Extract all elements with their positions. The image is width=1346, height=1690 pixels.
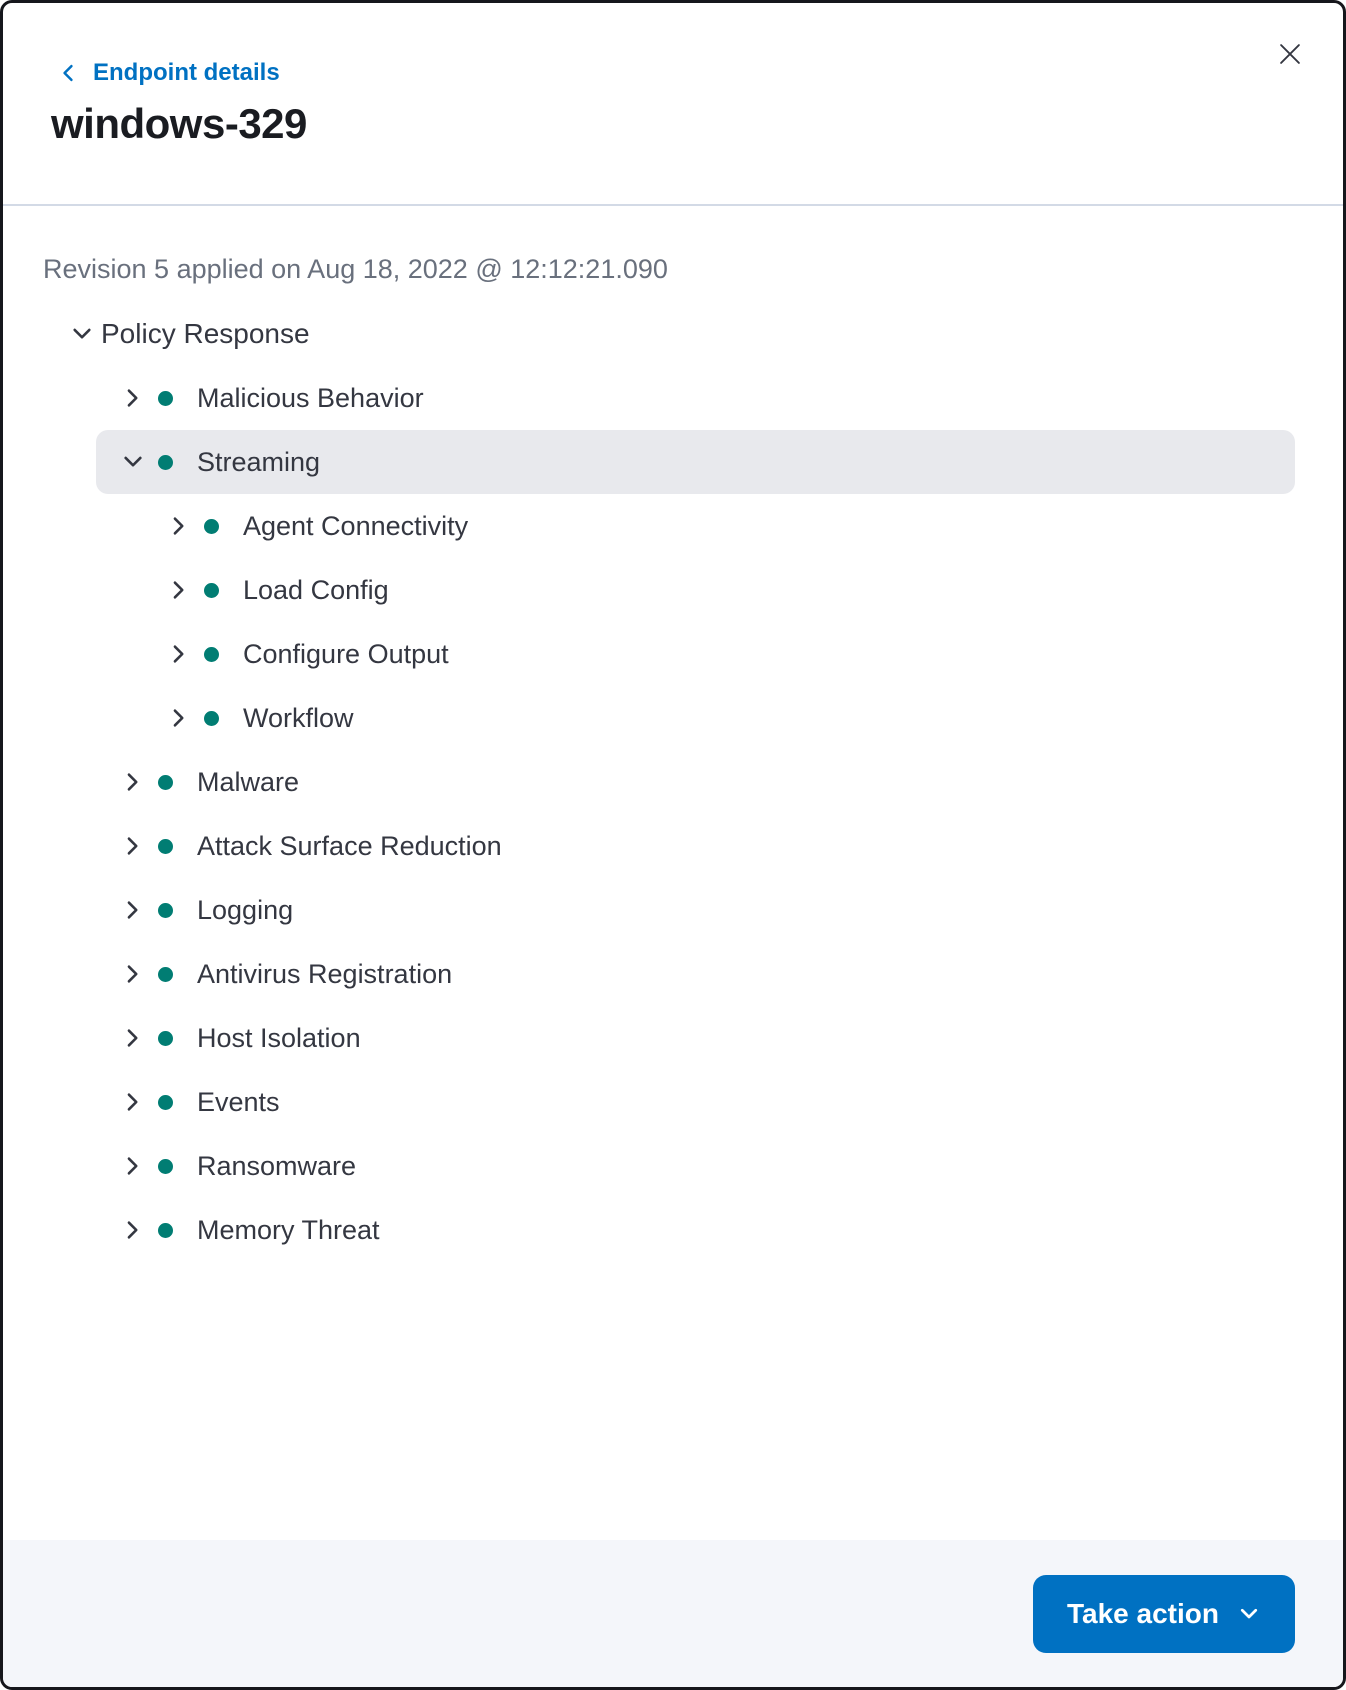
policy-response-accordion — [43, 302, 1295, 1262]
tree-item-label: Ransomware — [197, 1150, 357, 1181]
status-success-dot — [204, 519, 219, 534]
tree-item-configure-output[interactable] — [96, 622, 1295, 686]
policy-response-children — [96, 366, 1295, 1262]
chevron-right-icon[interactable] — [166, 705, 192, 731]
tree-item-malware[interactable] — [96, 750, 1295, 814]
chevron-right-icon[interactable] — [120, 961, 146, 987]
chevron-down-icon[interactable] — [69, 321, 95, 347]
chevron-right-icon[interactable] — [120, 833, 146, 859]
tree-item-events[interactable] — [96, 1070, 1295, 1134]
tree-item-label: Events — [197, 1086, 280, 1117]
status-success-dot — [158, 455, 173, 470]
status-success-dot — [158, 775, 173, 790]
tree-item-streaming[interactable] — [96, 430, 1295, 494]
header-divider — [3, 204, 1343, 206]
tree-item-antivirus-registration[interactable] — [96, 942, 1295, 1006]
take-action-button[interactable] — [1033, 1575, 1295, 1653]
revision-status-text: Revision 5 applied on Aug 18, 2022 @ 12:12:21.090 — [43, 254, 668, 284]
status-success-dot — [158, 1159, 173, 1174]
tree-item-label: Policy Response — [101, 318, 310, 349]
tree-item-memory-threat[interactable] — [96, 1198, 1295, 1262]
chevron-right-icon[interactable] — [120, 769, 146, 795]
take-action-label: Take action — [1067, 1597, 1219, 1629]
status-success-dot — [158, 903, 173, 918]
tree-item-host-isolation[interactable] — [96, 1006, 1295, 1070]
tree-item-label: Memory Threat — [197, 1214, 380, 1245]
back-to-endpoint-details-link[interactable] — [51, 58, 280, 88]
chevron-left-icon — [57, 62, 79, 84]
back-link-label: Endpoint details — [93, 59, 280, 86]
chevron-right-icon[interactable] — [166, 577, 192, 603]
tree-item-logging[interactable] — [96, 878, 1295, 942]
flyout-footer — [3, 1540, 1343, 1687]
chevron-right-icon[interactable] — [166, 641, 192, 667]
status-success-dot — [158, 391, 173, 406]
status-success-dot — [204, 583, 219, 598]
chevron-down-icon[interactable] — [120, 449, 146, 475]
chevron-down-icon — [1237, 1602, 1261, 1626]
status-success-dot — [158, 967, 173, 982]
close-icon[interactable] — [1267, 31, 1313, 77]
tree-item-label: Agent Connectivity — [243, 510, 469, 541]
tree-item-label: Antivirus Registration — [197, 958, 453, 989]
tree-item-attack-surface-reduction[interactable] — [96, 814, 1295, 878]
status-success-dot — [158, 1223, 173, 1238]
chevron-right-icon[interactable] — [120, 1217, 146, 1243]
tree-item-label: Attack Surface Reduction — [197, 830, 502, 861]
chevron-right-icon[interactable] — [120, 1025, 146, 1051]
tree-item-label: Host Isolation — [197, 1022, 361, 1053]
status-success-dot — [204, 711, 219, 726]
status-success-dot — [158, 1095, 173, 1110]
tree-item-workflow[interactable] — [96, 686, 1295, 750]
tree-item-label: Streaming — [197, 446, 321, 477]
status-success-dot — [204, 647, 219, 662]
tree-item-label: Load Config — [243, 574, 389, 605]
tree-item-load-config[interactable] — [96, 558, 1295, 622]
tree-item-malicious-behavior[interactable] — [96, 366, 1295, 430]
tree-item-label: Malware — [197, 766, 300, 797]
tree-item-label: Configure Output — [243, 638, 449, 669]
close-x-glyph — [1277, 41, 1303, 67]
page-title: windows-329 — [51, 100, 307, 147]
status-success-dot — [158, 1031, 173, 1046]
chevron-right-icon[interactable] — [120, 1089, 146, 1115]
tree-item-label: Workflow — [243, 702, 354, 733]
chevron-right-icon[interactable] — [120, 1153, 146, 1179]
chevron-right-icon[interactable] — [166, 513, 192, 539]
status-success-dot — [158, 839, 173, 854]
tree-item-policy-response[interactable] — [69, 302, 1295, 366]
tree-item-label: Malicious Behavior — [197, 382, 424, 413]
tree-item-ransomware[interactable] — [96, 1134, 1295, 1198]
tree-item-label: Logging — [197, 894, 294, 925]
tree-item-agent-connectivity[interactable] — [96, 494, 1295, 558]
flyout-body — [3, 252, 1343, 1262]
flyout-header — [3, 3, 1343, 150]
chevron-right-icon[interactable] — [120, 897, 146, 923]
chevron-right-icon[interactable] — [120, 385, 146, 411]
